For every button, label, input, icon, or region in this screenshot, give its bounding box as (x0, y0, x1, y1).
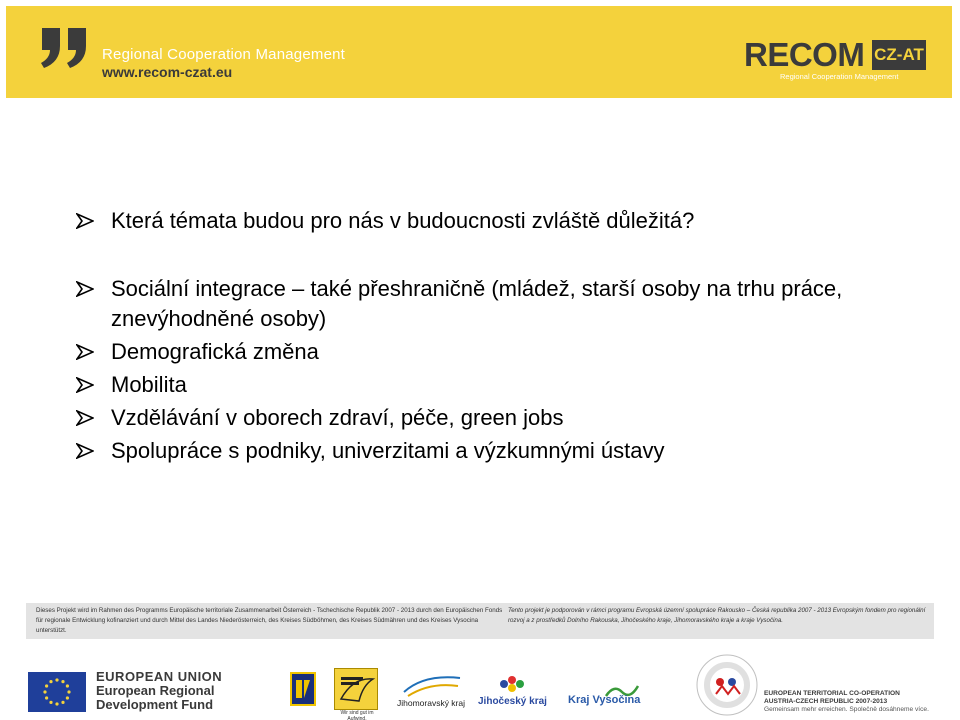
lower-austria-icon (292, 674, 314, 704)
header-url[interactable]: www.recom-czat.eu (102, 64, 233, 80)
footer-text-czech: Tento projekt je podporován v rámci programu Evropská územní spolupráce Rakousko – Česká republika 2007 - 2013 Evropským fondem pro regionální rozvoj a z prostředků Dolního Rakouska, Jihočeského kraje, Jihomoravského kraje a kraje Vysočina. (508, 607, 926, 624)
eu-fund-label (96, 670, 266, 712)
rm-bird-icon (335, 669, 379, 711)
list-item (76, 403, 936, 433)
bullet-list (76, 206, 936, 466)
eu-flag-icon (28, 672, 86, 712)
eu-line-2: European Regional (96, 683, 215, 698)
arrow-bullet-icon (76, 281, 94, 297)
arrow-bullet-icon (76, 443, 94, 459)
list-item (76, 370, 936, 400)
arrow-bullet-icon (76, 213, 94, 229)
list-item (76, 274, 936, 334)
recom-logo-word: RECOM (744, 36, 865, 73)
regional-management-logo (334, 668, 378, 710)
quote-mark-icon (38, 24, 94, 72)
jihomoravsky-label: Jihomoravský kraj (396, 698, 466, 708)
bullet-text: Vzdělávání v oborech zdraví, péče, green jobs (111, 405, 564, 430)
recom-logo (744, 36, 934, 80)
list-item (76, 206, 936, 236)
eu-line-1: EUROPEAN UNION (96, 669, 223, 684)
etc-label (764, 690, 944, 714)
lower-austria-logo (290, 672, 316, 706)
eu-line-3: Development Fund (96, 697, 214, 712)
arrow-bullet-icon (76, 377, 94, 393)
partner-logos (0, 650, 960, 720)
rm-tagline: Wir sind gut im Aufwind. (340, 710, 374, 720)
list-item (76, 436, 936, 466)
arrow-bullet-icon (76, 410, 94, 426)
footer-text-german: Dieses Projekt wird im Rahmen des Programms Europäische territoriale Zusammenarbeit Österreich - Tschechische Republik 2007 - 2013 durch den Europäischen Fonds für regionale Entwicklung kofinanziert und durch Mittel des Landes Niederösterreich, des Kreises Südböhmen, des Kreises Südmähren und des Kreises Vysocina unterstützt. (36, 607, 503, 634)
bullet-text: Demografická změna (111, 339, 319, 364)
jihocesky-label: Jihočeský kraj (478, 696, 547, 707)
recom-logo-badge: CZ-AT (872, 40, 926, 70)
etc-cooperation-seal-icon (694, 652, 760, 718)
list-item (76, 337, 936, 367)
bullet-text: Mobilita (111, 372, 187, 397)
arrow-bullet-icon (76, 344, 94, 360)
etc-line-2: AUSTRIA-CZECH REPUBLIC 2007-2013 (764, 698, 888, 705)
header-banner (6, 6, 952, 98)
header-title: Regional Cooperation Management (102, 46, 346, 63)
etc-line-3: Gemeinsam mehr erreichen. Společně dosáhneme více. (764, 706, 929, 713)
bullet-text: Sociální integrace – také přeshraničně (mládež, starší osoby na trhu práce, znevýhodněné osoby) (111, 276, 843, 331)
bullet-text: Která témata budou pro nás v budoucnosti zvláště důležitá? (111, 208, 695, 233)
vysocina-label: Kraj Vysočina (568, 694, 641, 706)
bullet-text: Spolupráce s podniky, univerzitami a výzkumnými ústavy (111, 438, 665, 463)
recom-logo-subtitle: Regional Cooperation Management (780, 72, 899, 81)
etc-line-1: EUROPEAN TERRITORIAL CO-OPERATION (764, 690, 900, 697)
footer-funding-strip (26, 603, 934, 639)
